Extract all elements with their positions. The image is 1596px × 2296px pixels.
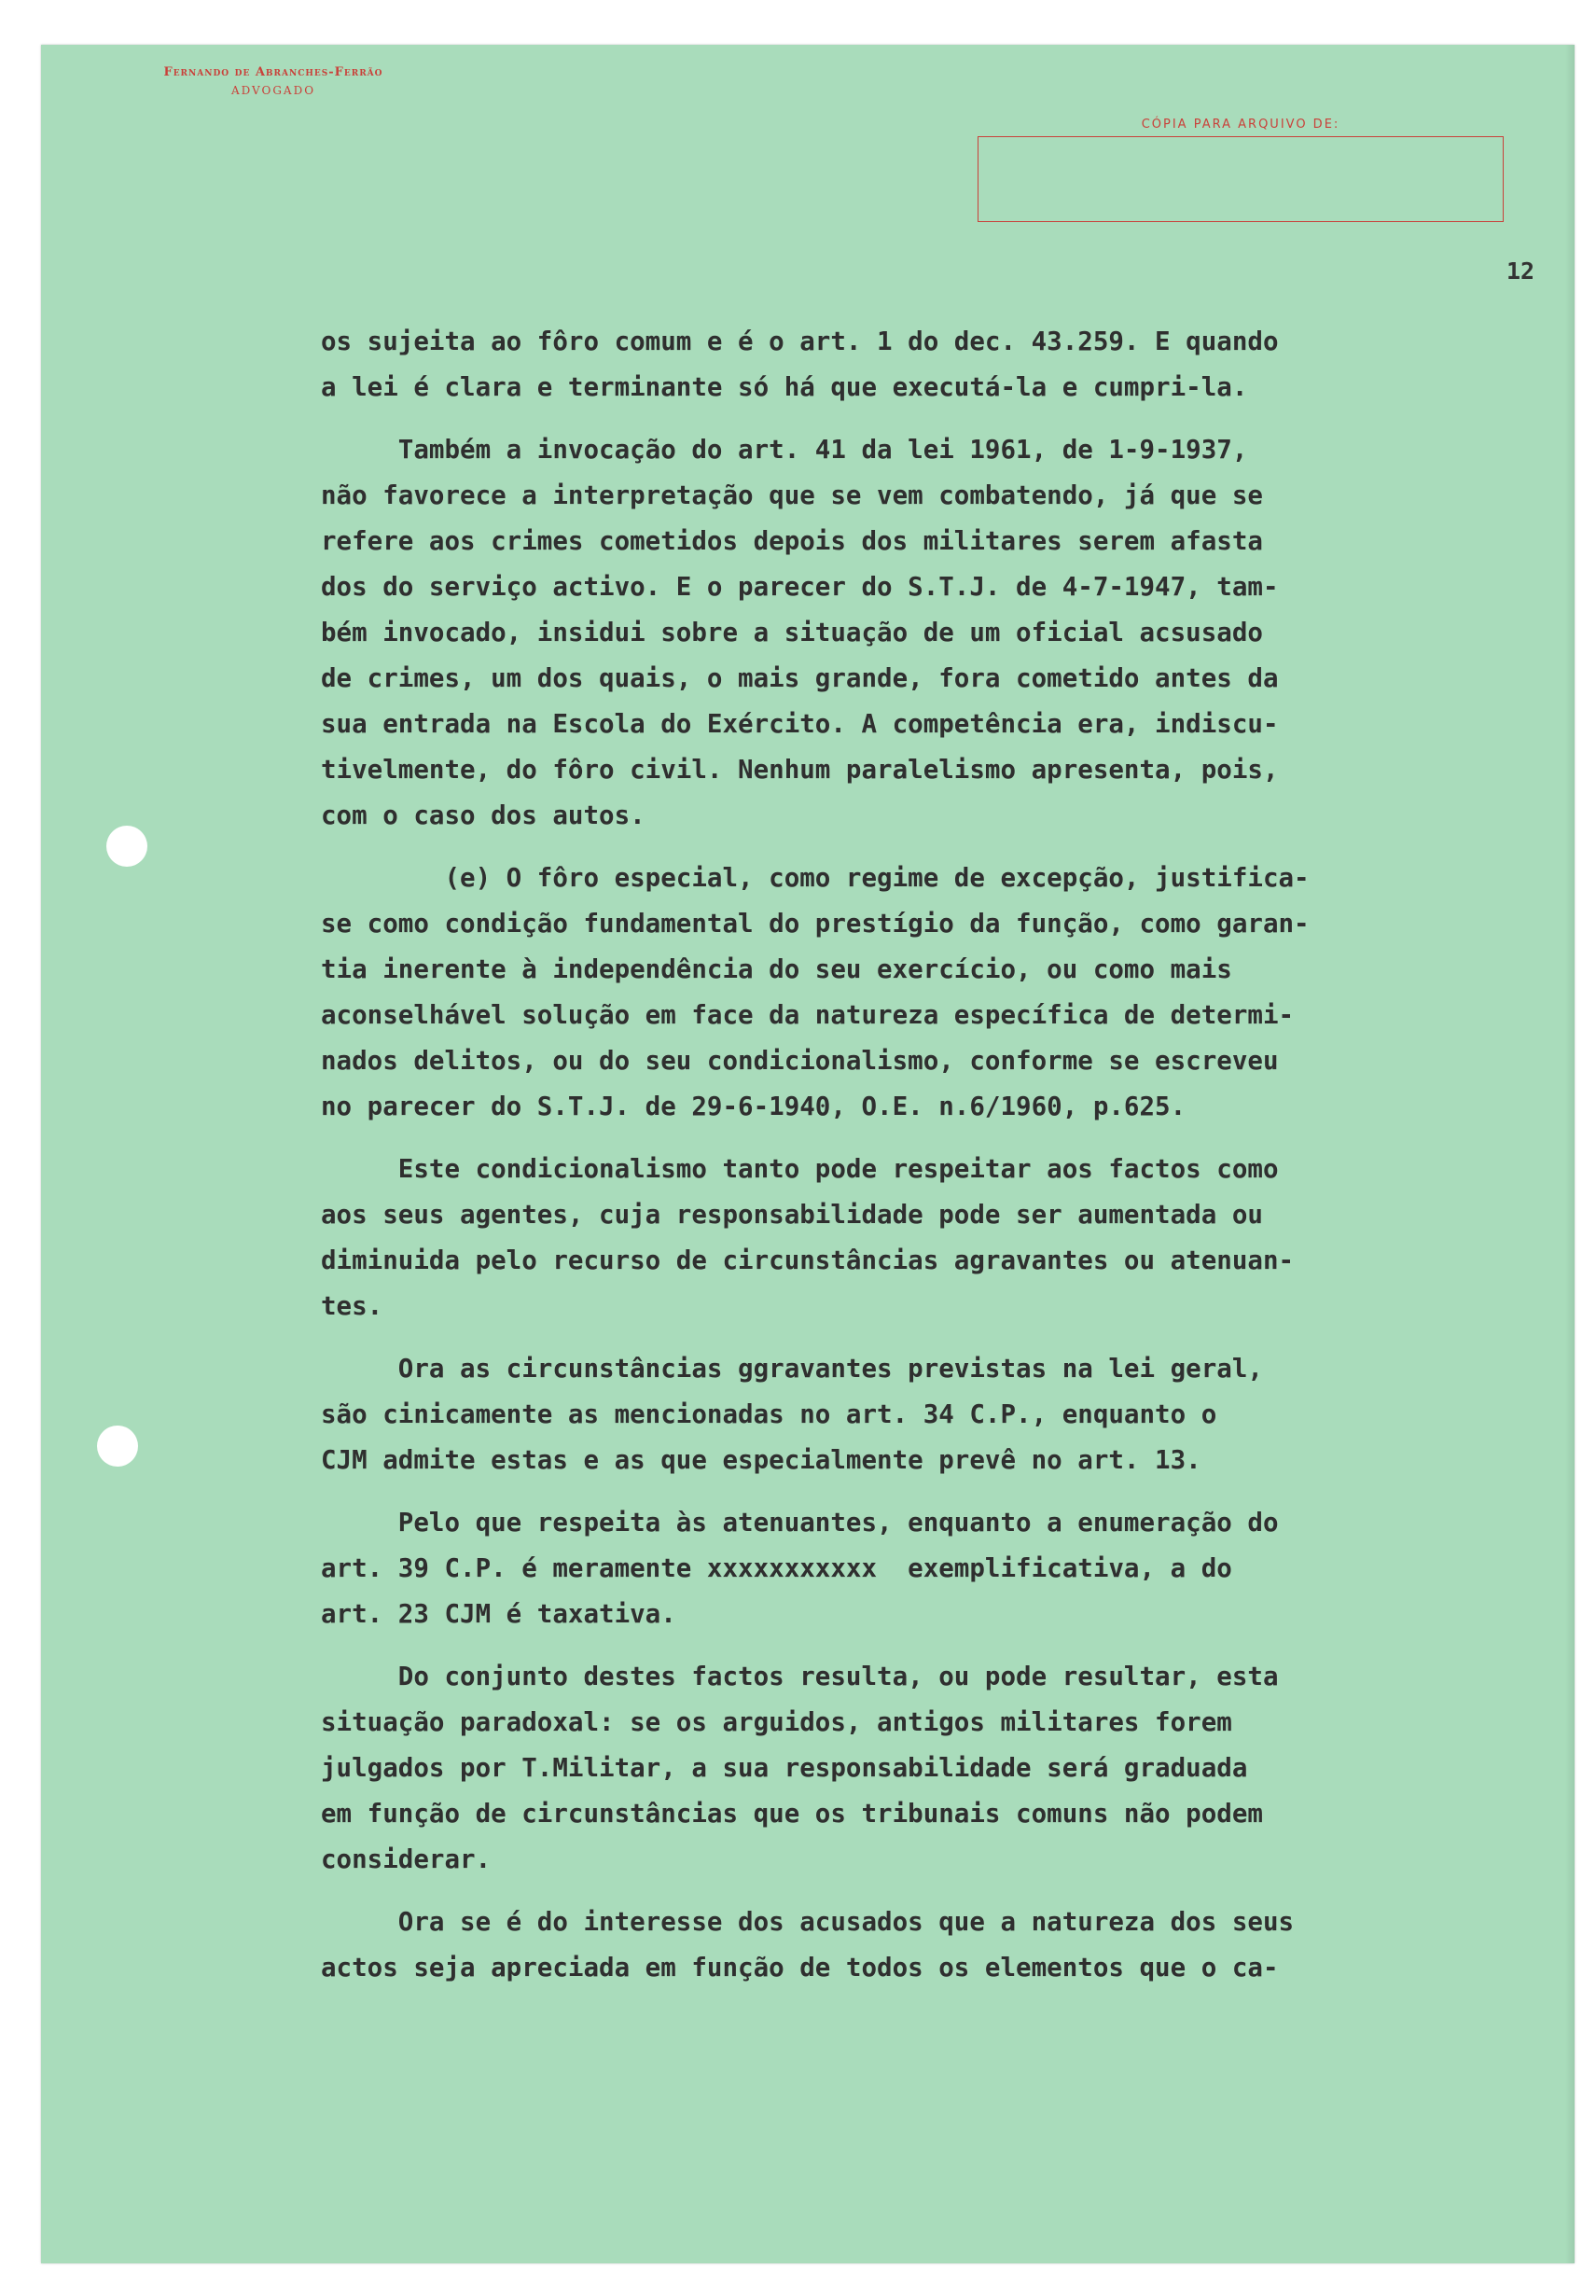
- paragraph-gap: [321, 1637, 1534, 1654]
- text-line: os sujeita ao fôro comum e é o art. 1 do dec. 43.259. E quando: [321, 327, 1279, 356]
- paragraph: [321, 1500, 1534, 1637]
- text-line: bém invocado, insidui sobre a situação de um oficial acsusado: [321, 618, 1263, 647]
- paragraph-gap: [321, 839, 1534, 856]
- page-edge-shadow: [1565, 45, 1575, 2263]
- paragraph: [321, 1899, 1534, 1991]
- text-line: diminuida pelo recurso de circunstâncias agravantes ou atenuan-: [321, 1245, 1295, 1275]
- document-body: [321, 319, 1534, 1991]
- text-line: sua entrada na Escola do Exército. A competência era, indiscu-: [321, 709, 1279, 739]
- letterhead-role: ADVOGADO: [230, 83, 316, 97]
- archive-copy-box: [978, 136, 1504, 222]
- paragraph-gap: [321, 1483, 1534, 1500]
- punch-hole-bottom: [97, 1426, 138, 1467]
- text-line: situação paradoxal: se os arguidos, antigos militares forem: [321, 1707, 1232, 1737]
- text-line: refere aos crimes cometidos depois dos militares serem afasta: [321, 526, 1263, 556]
- text-line: tivelmente, do fôro civil. Nenhum paralelismo apresenta, pois,: [321, 755, 1279, 785]
- paragraph-gap: [321, 410, 1534, 427]
- text-line: considerar.: [321, 1844, 492, 1874]
- paragraph: [321, 856, 1534, 1130]
- text-line: Ora as circunstâncias ggravantes previstas na lei geral,: [321, 1354, 1263, 1384]
- text-line: Pelo que respeita às atenuantes, enquanto a enumeração do: [321, 1508, 1279, 1538]
- text-line: aos seus agentes, cuja responsabilidade pode ser aumentada ou: [321, 1200, 1263, 1230]
- text-line: tia inerente à independência do seu exercício, ou como mais: [321, 954, 1232, 984]
- text-line: se como condição fundamental do prestígio da função, como garan-: [321, 909, 1310, 939]
- text-line: Também a invocação do art. 41 da lei 1961, de 1-9-1937,: [321, 435, 1248, 465]
- letterhead: [96, 63, 451, 99]
- text-line: actos seja apreciada em função de todos os elementos que o ca-: [321, 1953, 1279, 1983]
- punch-hole-top: [106, 826, 147, 867]
- text-line: art. 39 C.P. é meramente xxxxxxxxxxx exemplificativa, a do: [321, 1553, 1232, 1583]
- text-line: são cinicamente as mencionadas no art. 34 C.P., enquanto o: [321, 1399, 1217, 1429]
- text-line: com o caso dos autos.: [321, 800, 645, 830]
- text-line: Este condicionalismo tanto pode respeitar aos factos como: [321, 1154, 1279, 1184]
- text-line: Ora se é do interesse dos acusados que a natureza dos seus: [321, 1907, 1295, 1937]
- text-line: CJM admite estas e as que especialmente prevê no art. 13.: [321, 1445, 1201, 1475]
- letterhead-name: Fernando de Abranches-Ferrão: [163, 65, 383, 79]
- archive-copy-label: CÓPIA PARA ARQUIVO DE:: [1141, 118, 1340, 132]
- text-line: (e) O fôro especial, como regime de excepção, justifica-: [321, 863, 1310, 893]
- page-number: 12: [1506, 257, 1535, 285]
- paragraph-gap: [321, 1130, 1534, 1147]
- text-line: art. 23 CJM é taxativa.: [321, 1599, 676, 1629]
- text-line: em função de circunstâncias que os tribunais comuns não podem: [321, 1799, 1263, 1829]
- paragraph: [321, 1147, 1534, 1329]
- text-line: nados delitos, ou do seu condicionalismo, conforme se escreveu: [321, 1046, 1279, 1076]
- paragraph: [321, 1654, 1534, 1883]
- text-line: no parecer do S.T.J. de 29-6-1940, O.E. n.6/1960, p.625.: [321, 1092, 1187, 1121]
- text-line: não favorece a interpretação que se vem combatendo, já que se: [321, 480, 1263, 510]
- paragraph-gap: [321, 1883, 1534, 1899]
- paragraph: [321, 319, 1534, 410]
- text-line: tes.: [321, 1291, 383, 1321]
- text-line: aconselhável solução em face da natureza específica de determi-: [321, 1000, 1295, 1030]
- text-line: a lei é clara e terminante só há que executá-la e cumpri-la.: [321, 372, 1248, 402]
- text-line: Do conjunto destes factos resulta, ou pode resultar, esta: [321, 1662, 1279, 1691]
- paragraph: [321, 1346, 1534, 1483]
- paragraph: [321, 427, 1534, 839]
- text-line: dos do serviço activo. E o parecer do S.T.J. de 4-7-1947, tam-: [321, 572, 1279, 602]
- text-line: de crimes, um dos quais, o mais grande, fora cometido antes da: [321, 663, 1279, 693]
- paragraph-gap: [321, 1329, 1534, 1346]
- text-line: julgados por T.Militar, a sua responsabilidade será graduada: [321, 1753, 1248, 1783]
